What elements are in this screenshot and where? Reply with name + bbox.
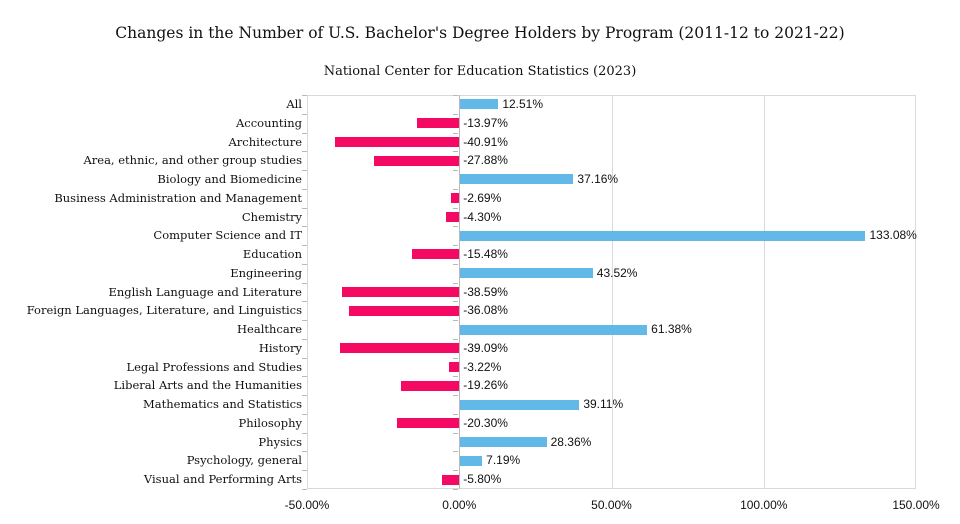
data-label: 37.16% — [577, 172, 619, 187]
data-label: 12.51% — [502, 97, 544, 111]
category-axis-tick — [302, 208, 307, 209]
positive-bar — [460, 99, 498, 109]
category-axis-tick — [302, 414, 307, 415]
category-axis-tick — [302, 339, 307, 340]
chart-subtitle: National Center for Education Statistics (2023) — [323, 64, 637, 79]
category-label: Education — [242, 247, 302, 262]
negative-bar — [412, 249, 459, 259]
negative-bar — [449, 362, 459, 372]
data-label: -40.91% — [463, 134, 508, 149]
category-label: Liberal Arts and the Humanities — [113, 378, 302, 393]
positive-bar — [460, 174, 573, 184]
vertical-gridline — [764, 95, 765, 489]
data-label: 133.08% — [869, 228, 917, 243]
positive-bar — [460, 437, 546, 447]
negative-bar — [417, 118, 460, 128]
positive-bar — [460, 325, 647, 335]
category-label: Mathematics and Statistics — [142, 397, 302, 412]
positive-bar — [460, 268, 593, 278]
category-label: Area, ethnic, and other group studies — [83, 153, 302, 168]
data-label: 43.52% — [596, 265, 638, 280]
data-label: -19.26% — [463, 378, 508, 393]
data-label: -38.59% — [463, 284, 508, 299]
zero-axis-tick — [453, 320, 458, 321]
category-label: Engineering — [230, 265, 302, 280]
category-label: Computer Science and IT — [153, 228, 302, 243]
zero-axis-tick — [453, 301, 458, 302]
zero-axis-tick — [453, 451, 458, 452]
category-axis-tick — [302, 114, 307, 115]
x-axis-tick-label: 100.00% — [740, 498, 788, 512]
category-label: Legal Professions and Studies — [126, 359, 302, 374]
x-axis-tick-label: 0.00% — [442, 498, 477, 512]
data-label: -20.30% — [463, 415, 508, 430]
data-label: 7.19% — [486, 453, 521, 468]
category-axis-tick — [302, 95, 307, 96]
zero-axis-tick — [453, 133, 458, 134]
category-axis-tick — [302, 451, 307, 452]
zero-axis-tick — [453, 358, 458, 359]
zero-axis-tick — [453, 264, 458, 265]
category-axis-tick — [302, 170, 307, 171]
positive-bar — [460, 231, 865, 241]
zero-axis-tick — [453, 189, 458, 190]
x-axis-tick-label: 150.00% — [892, 498, 940, 512]
zero-axis-tick — [453, 339, 458, 340]
negative-bar — [442, 475, 460, 485]
category-axis-tick — [302, 433, 307, 434]
negative-bar — [401, 381, 460, 391]
category-axis-tick — [302, 189, 307, 190]
zero-axis-tick — [453, 395, 458, 396]
zero-axis-tick — [453, 226, 458, 227]
zero-axis-line — [459, 95, 460, 489]
category-label: History — [258, 340, 302, 355]
category-label: Visual and Performing Arts — [143, 472, 302, 487]
vertical-gridline — [612, 95, 613, 489]
category-label: Psychology, general — [186, 453, 302, 468]
category-axis-tick — [302, 376, 307, 377]
category-label: Foreign Languages, Literature, and Linguistics — [26, 303, 302, 318]
zero-axis-tick — [453, 283, 458, 284]
data-label: -3.22% — [463, 359, 502, 374]
zero-axis-tick — [453, 208, 458, 209]
x-axis-tick-label: 50.00% — [591, 498, 632, 512]
zero-axis-tick — [453, 95, 458, 96]
negative-bar — [446, 212, 459, 222]
zero-axis-tick — [453, 376, 458, 377]
category-label: Chemistry — [241, 209, 302, 224]
category-axis-tick — [302, 395, 307, 396]
data-label: -15.48% — [463, 247, 508, 262]
positive-bar — [460, 400, 579, 410]
zero-axis-tick — [453, 114, 458, 115]
category-axis-tick — [302, 489, 307, 490]
category-label: Healthcare — [237, 322, 302, 337]
zero-axis-tick — [453, 151, 458, 152]
category-axis-tick — [302, 226, 307, 227]
negative-bar — [374, 156, 459, 166]
x-axis-tick-label: -50.00% — [284, 498, 330, 512]
zero-axis-tick — [453, 470, 458, 471]
zero-axis-tick — [453, 170, 458, 171]
data-label: -27.88% — [463, 153, 508, 168]
data-label: -13.97% — [463, 115, 508, 130]
category-axis-tick — [302, 245, 307, 246]
zero-axis-tick — [453, 414, 458, 415]
negative-bar — [342, 287, 460, 297]
data-label: -36.08% — [463, 303, 508, 318]
negative-bar — [451, 193, 459, 203]
category-label: Business Administration and Management — [54, 190, 302, 205]
negative-bar — [397, 418, 459, 428]
negative-bar — [335, 137, 460, 147]
data-label: 39.11% — [583, 397, 624, 412]
data-label: -39.09% — [463, 340, 508, 355]
category-axis-tick — [302, 264, 307, 265]
zero-axis-tick — [453, 433, 458, 434]
zero-axis-tick — [453, 489, 458, 490]
category-axis-tick — [302, 283, 307, 284]
negative-bar — [349, 306, 459, 316]
category-label: All — [286, 97, 302, 111]
category-label: Philosophy — [238, 415, 302, 430]
data-label: -5.80% — [463, 472, 502, 487]
category-label: Physics — [258, 434, 302, 449]
data-label: 61.38% — [651, 322, 692, 337]
category-axis-tick — [302, 133, 307, 134]
category-axis-tick — [302, 470, 307, 471]
category-axis-tick — [302, 151, 307, 152]
category-axis-tick — [302, 301, 307, 302]
category-label: English Language and Literature — [108, 284, 302, 299]
category-axis-tick — [302, 320, 307, 321]
category-label: Architecture — [228, 134, 302, 149]
category-label: Biology and Biomedicine — [157, 172, 302, 187]
category-label: Accounting — [236, 115, 302, 130]
chart-title: Changes in the Number of U.S. Bachelor's Degree Holders by Program (2011-12 to 2021-22) — [115, 24, 845, 42]
positive-bar — [460, 456, 482, 466]
category-axis-tick — [302, 358, 307, 359]
data-label: -2.69% — [463, 190, 502, 205]
negative-bar — [340, 343, 459, 353]
zero-axis-tick — [453, 245, 458, 246]
data-label: -4.30% — [463, 209, 502, 224]
data-label: 28.36% — [550, 434, 592, 449]
